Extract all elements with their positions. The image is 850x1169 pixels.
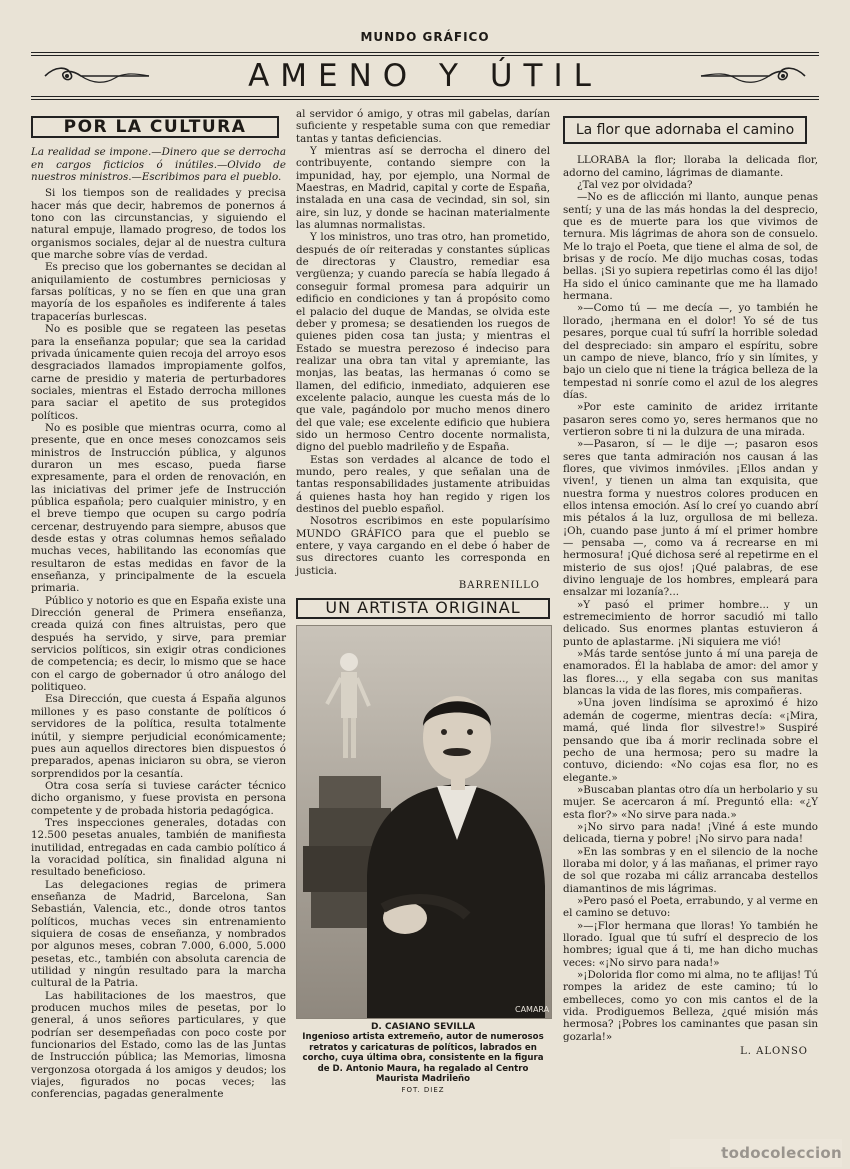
- photo-caption: [296, 1022, 550, 1096]
- paragraph: »—¡Flor hermana que lloras! Yo también he llorado. Igual que tú sufrí el desprecio de los hombres; igual que á ti, me han dicho muchas veces: «¡No sirvo para nada!»: [563, 919, 818, 969]
- photo-signature: CAMARA: [515, 1004, 550, 1014]
- paragraph: »—Pasaron, sí — le dije —; pasaron esos seres que tanta admiración nos causan á las flores, que vivimos inmóviles. ¡Ellos andan y viven!, y tienen un alma tan exquisita, que nuestra forma y nuestros colores producen en ellos intensa emoción. Así lo creí yo cuando abrí mis pétalos á la luz, orgullosa de mi belleza. ¡Oh, cuando pase junto á mí el primer hombre — pensaba —, como va á recrearse en mi hermosura! ¡Qué dichosa seré al repetirme en el misterio de sus ojos! ¡Qué palabras, de ese divino lenguaje de los hombres, empleará para ensalzar mi lozanía?...: [563, 438, 818, 599]
- paragraph: »¡No sirvo para nada! ¡Viné á este mundo delicada, tierna y pobre! ¡No sirvo para nada!: [563, 820, 818, 846]
- paragraph: No es posible que mientras ocurra, como al presente, que en once meses conozcamos seis ministros de Instrucción pública, y algunos duraron un mes escaso, pueda fiarse expresamente, para el orden de renovación, en las iniciativas del primer jefe de Instrucción pública española; pero cualquier ministro, y en el breve tiempo que ocupen su cargo podría cercenar, destruyendo para siempre, abusos que desde estas y otras columnas hemos señalado muchas veces, habilitando las economías que resultaron de estas medidas en favor de la enseñanza, y principalmente de la escuela primaria.: [31, 421, 286, 595]
- photo-credit: FOT. DIEZ: [401, 1085, 445, 1094]
- watermark-text: todocoleccion: [721, 1144, 842, 1162]
- paragraph: Y mientras así se derrocha el dinero del contribuyente, contando siempre con la impunidad, hay, por ejemplo, una Normal de Maestras, en Madrid, capital y corte de España, instalada en una casa de vecindad, sin sol, sin aire, sin luz, y donde se hacinan materialmente las alumnas normalistas.: [296, 145, 550, 232]
- paragraph: ¿Tal vez por olvidada?: [577, 179, 693, 192]
- article-column-continuation: [296, 108, 550, 1095]
- article-lead: [31, 146, 286, 183]
- paragraph: »En las sombras y en el silencio de la noche lloraba mi dolor, y á las mañanas, el primer rayo de sol que rozaba mi cáliz arrancaba destellos diamantinos de mis lágrimas.: [563, 845, 818, 895]
- artist-photo: [296, 625, 552, 1019]
- section-title: AMENO Y ÚTIL: [248, 58, 602, 94]
- paragraph: Público y notorio es que en España existe una Dirección general de Primera enseñanza, creada quizá con fines altruistas, pero que después ha servido, y sirve, para premiar servicios políticos, sin exigir otras condiciones de competencia; es decir, lo mismo que se hace con el cargo de gobernador ú otro análogo del politiqueo.: [31, 594, 286, 694]
- article-heading-cultura: POR LA CULTURA: [31, 116, 279, 138]
- article-heading-artista: UN ARTISTA ORIGINAL: [296, 598, 550, 618]
- paragraph: al servidor ó amigo, y otras mil gabelas, darían suficiente y respetable suma con que remediar tantas y tantas deficiencias.: [296, 108, 550, 145]
- article-heading-flor: La flor que adornaba el camino: [563, 116, 807, 144]
- paragraph: »Buscaban plantas otro día un herbolario y su mujer. Se acercaron á mí. Preguntó ella: «¿Y esta flor?» «No sirve para nada.»: [563, 783, 818, 821]
- paragraph: »Una joven lindísima se aproximó é hizo ademán de cogerme, mientras decía: «¡Mira, mamá, qué linda flor silvestre!» Suspiré pensando que iba á morir reclinada sobre el pecho de una hermosa; pero su madre la contuvo, diciendo: «No cojas esa flor, no es elegante.»: [563, 697, 818, 784]
- paragraph: Las delegaciones regias de primera enseñanza de Madrid, Barcelona, San Sebastián, Valencia, etc., donde otros tantos políticos, muchas veces sin entrenamiento siquiera de cosas de enseñanza, y nombrados por algunos meses, cobran 7.000, 6.000, 5.000 pesetas, etc., también con absoluta carencia de utilidad y ningún resultado para la marcha cultural de la Patria.: [31, 878, 286, 990]
- ornament-right-icon: [697, 64, 809, 88]
- paragraph: Esa Dirección, que cuesta á España algunos millones y es paso constante de políticos ó servidores de la política, resulta totalmente inútil, y siempre perjudicial económicamente; pues aun aquellos directores bien dispuestos ó preparados, apenas iniciaron su obra, se vieron sorprendidos por la cesantía.: [31, 693, 286, 780]
- paragraph: —No es de aflicción mi llanto, aunque penas sentí; y una de las más hondas la del desprecio, que es de muerte para los que vivimos de ternura. Mis lágrimas de ahora son de consuelo. Me lo trajo el Poeta, que tiene el alma de sol, de brisas y de rocío. Me dijo muchas cosas, todas bellas. ¡Si yo supiera repetirlas como él las dijo! Ha sido el único caminante que me ha llamado hermana.: [563, 191, 818, 303]
- paragraph: »Por este caminito de aridez irritante pasaron seres como yo, seres hermanos que no vertieron sobre ti ni la dulzura de una mirada.: [563, 401, 818, 438]
- paragraph: Nosotros escribimos en este popularísimo MUNDO GRÁFICO para que el pueblo se entere, y vaya cargando en el debe ó haber de sus directores cuanto les corresponda en justicia.: [296, 515, 550, 577]
- watermark-logo: [670, 1139, 842, 1167]
- paragraph: »Más tarde sentóse junto á mí una pareja de enamorados. Él la hablaba de amor: del amor y las flores..., y ella segaba con sus manitas blancas la vida de las flores, mis compañeras.: [563, 648, 818, 698]
- paragraph: Y los ministros, uno tras otro, han prometido, después de oír reiteradas y constantes súplicas de directoras y Claustro, remediar esa vergüenza; y cuando parecía se había llegado á conseguir formal promesa para adquirir un edificio en condiciones y tan á propósito como el palacio del duque de Mandas, se olvida este deber y promesa; se desatienden los ruegos de quienes piden cosa tan justa; y mientras el Estado se muestra perezoso é indeciso para realizar una obra tan vital y apremiante, las monjas, las beatas, las hermanas ó como se llamen, del edificio, inmediato, adquieren ese excelente palacio, aunque les cuesta más de lo que vale, pagándolo por mucho menos dinero del que vale; ese excelente edificio que hubiera sido un hermoso Centro docente normalista, digno del pueblo madrileño y de España.: [296, 231, 550, 454]
- masthead: MUNDO GRÁFICO: [360, 30, 490, 44]
- paragraph: No es posible que se regateen las pesetas para la enseñanza popular; que sea la caridad privada únicamente quien recoja del arroyo esos desgraciados llamados impropiamente golfos, carne de presidio y materia de perturbadores sociales, mientras el Estado derrocha millones para saciar el apetito de sus protegidos políticos.: [31, 323, 286, 422]
- paragraph: »—Como tú — me decía —, yo también he llorado, ¡hermana en el dolor! Yo sé de tus pesares, porque cual tú sufrí la horrible soledad del despreciado: sin amparo el espíritu, sobre un campo de nieve, blanco, frío y sin límites, y bajo un cielo que ni tiene la trágica belleza de la tempestad ni sonríe como el azul de los alegres días.: [563, 302, 818, 401]
- paragraph: Tres inspecciones generales, dotadas con 12.500 pesetas anuales, también de manifiesta inutilidad, entregadas en cada cambio político á la voracidad política, sin finalidad alguna ni resultado beneficioso.: [31, 816, 286, 879]
- paragraph: »¡Dolorida flor como mi alma, no te aflijas! Tú rompes la aridez de este camino; tú lo embelleces, como yo con mis cantos el de la vida. Prodiguemos Belleza, ¿qué misión más hermosa? ¡Pobres los caminantes que pasan sin gozarla!»: [563, 969, 818, 1043]
- paragraph: Si los tiempos son de realidades y precisa hacer más que decir, habremos de ponernos á tono con las circunstancias, y siguiendo el natural empuje, llamado progreso, de todos los organismos sociales, dejar al de nuestra cultura que marche sobre vías de verdad.: [31, 187, 286, 262]
- caption-text: Ingenioso artista extremeño, autor de numerosos retratos y caricaturas de políticos, labrados en corcho, cuya última obra, consistente en la figura de D. Antonio Maura, ha regalado al Centro Maurista Madrileño: [302, 1032, 544, 1085]
- caption-name: D. CASIANO SEVILLA: [370, 1021, 476, 1032]
- lead-text: La realidad se impone.—Dinero que se derrocha en cargos ficticios ó inútiles.—Olvido de nuestros ministros.—Escribimos para el pueblo.: [31, 146, 286, 184]
- author-signature: L. ALONSO: [740, 1046, 808, 1058]
- paragraph: LLORABA la flor; lloraba la delicada flor, adorno del camino, lágrimas de diamante.: [563, 154, 818, 179]
- paragraph: »Pero pasó el Poeta, errabundo, y al verme en el camino se detuvo:: [563, 894, 818, 920]
- section-banner: [31, 52, 819, 100]
- article-column-flor: [563, 116, 818, 1060]
- artist-photo-image: [297, 626, 551, 1018]
- author-signature: BARRENILLO: [458, 580, 540, 592]
- paragraph: Estas son verdades al alcance de todo el mundo, pero reales, y que señalan una de tantas responsabilidades justamente atribuidas á quienes hasta hoy han regido y rigen los destinos del pueblo español.: [296, 453, 550, 515]
- paragraph: Las habilitaciones de los maestros, que producen muchos miles de pesetas, por lo general, á unos señores particulares, y que podrían ser desempeñadas con poco coste por funcionarios del Estado, como las de las Juntas de Instrucción pública; las Memorias, limosna vergonzosa otorgada á los amigos y deudos; los viajes, figurados no pocas veces; las conferencias, pagadas generalmente: [31, 989, 286, 1101]
- paragraph: »Y pasó el primer hombre... y un estremecimiento de horror sacudió mi tallo delicado. Sus enormes plantas estuvieron á punto de aplastarme. ¡Ni siquiera me vió!: [563, 598, 818, 648]
- article-column-cultura: [31, 116, 286, 1101]
- paragraph: Otra cosa sería si tuviese carácter técnico dicho organismo, y fuese provista en persona competente y de probada historia pedagógica.: [31, 779, 286, 817]
- paragraph: Es preciso que los gobernantes se decidan al aniquilamiento de costumbres perniciosas y farsas políticas, y no se fíen en que una gran mayoría de los españoles es indiferente á tales trapacerías burlescas.: [31, 261, 286, 323]
